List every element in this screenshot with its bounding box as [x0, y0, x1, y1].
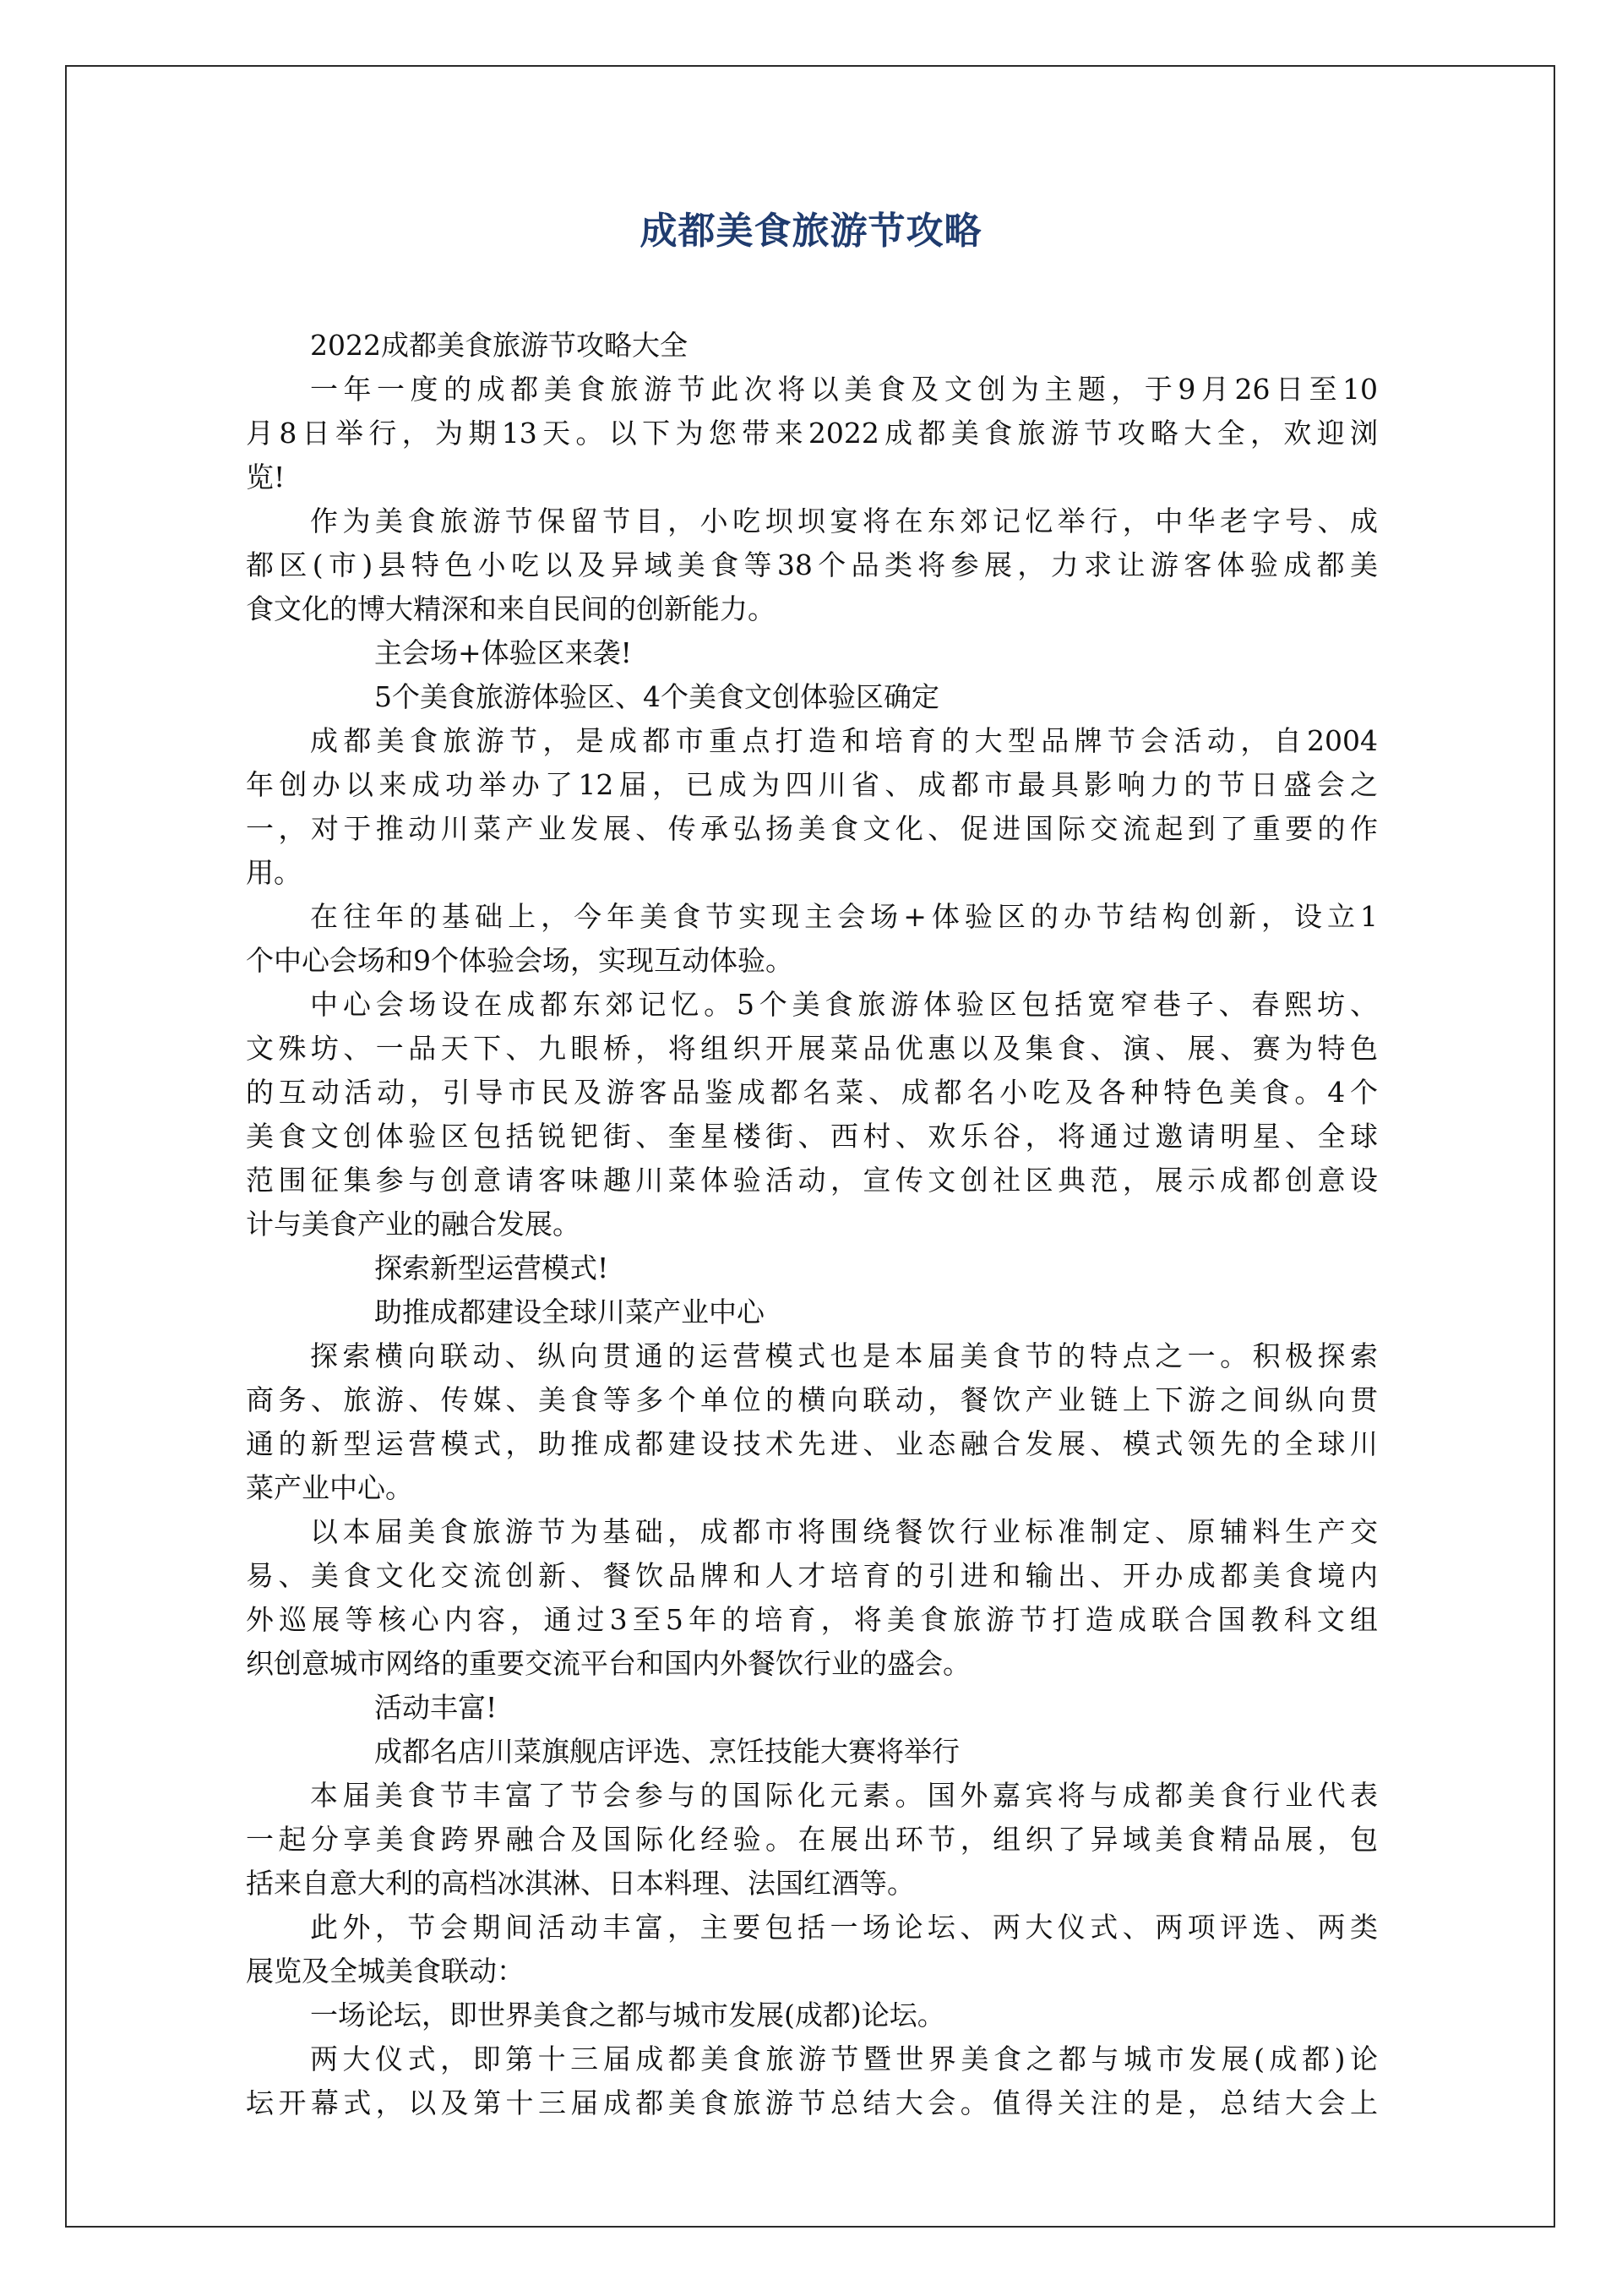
text-line: 活动丰富!	[374, 1691, 498, 1724]
text-line: 坛开幕式，以及第十三届成都美食旅游节总结大会。值得关注的是，总结大会上	[246, 2086, 1378, 2119]
text-line: 外巡展等核心内容，通过3至5年的培育，将美食旅游节打造成联合国教科文组	[246, 1603, 1378, 1636]
text-line: 范围征集参与创意请客味趣川菜体验活动，宣传文创社区典范，展示成都创意设	[246, 1164, 1378, 1197]
text-line: 主会场+体验区来袭!	[374, 636, 632, 669]
text-line: 一起分享美食跨界融合及国际化经验。在展出环节，组织了异域美食精品展，包	[246, 1823, 1378, 1856]
document-title: 成都美食旅游节攻略	[640, 210, 982, 253]
text-line: 个中心会场和9个体验会场，实现互动体验。	[246, 944, 793, 977]
text-line: 菜产业中心。	[246, 1471, 413, 1504]
text-line: 作为美食旅游节保留节目，小吃坝坝宴将在东郊记忆举行，中华老字号、成	[310, 504, 1378, 537]
text-line: 织创意城市网络的重要交流平台和国内外餐饮行业的盛会。	[246, 1647, 971, 1680]
text-line: 展览及全城美食联动：	[246, 1955, 525, 1988]
text-line: 以本届美食旅游节为基础，成都市将围绕餐饮行业标准制定、原辅料生产交	[310, 1515, 1378, 1548]
text-line: 成都名店川菜旗舰店评选、烹饪技能大赛将举行	[374, 1735, 960, 1768]
text-line: 2022成都美食旅游节攻略大全	[310, 329, 688, 362]
text-line: 用。	[246, 856, 302, 889]
text-line: 在往年的基础上，今年美食节实现主会场+体验区的办节结构创新，设立1	[310, 900, 1378, 933]
text-line: 一年一度的成都美食旅游节此次将以美食及文创为主题，于9月26日至10	[310, 373, 1378, 406]
text-line: 中心会场设在成都东郊记忆。5个美食旅游体验区包括宽窄巷子、春熙坊、	[310, 988, 1378, 1021]
text-line: 计与美食产业的融合发展。	[246, 1208, 580, 1241]
text-line: 文殊坊、一品天下、九眼桥，将组织开展菜品优惠以及集食、演、展、赛为特色	[246, 1032, 1378, 1065]
text-line: 此外，节会期间活动丰富，主要包括一场论坛、两大仪式、两项评选、两类	[310, 1911, 1378, 1944]
text-line: 的互动活动，引导市民及游客品鉴成都名菜、成都名小吃及各种特色美食。4个	[246, 1076, 1378, 1109]
text-line: 览!	[246, 461, 286, 494]
document-body	[246, 324, 1378, 2125]
text-line: 美食文创体验区包括锐钯街、奎星楼街、西村、欢乐谷，将通过邀请明星、全球	[246, 1120, 1378, 1153]
text-line: 探索新型运营模式!	[374, 1252, 609, 1284]
text-line: 商务、旅游、传媒、美食等多个单位的横向联动，餐饮产业链上下游之间纵向贯	[246, 1383, 1378, 1416]
text-line: 通的新型运营模式，助推成都建设技术先进、业态融合发展、模式领先的全球川	[246, 1427, 1378, 1460]
text-line: 食文化的博大精深和来自民间的创新能力。	[246, 592, 776, 625]
text-line: 一，对于推动川菜产业发展、传承弘扬美食文化、促进国际交流起到了重要的作	[246, 812, 1378, 845]
text-line: 本届美食节丰富了节会参与的国际化元素。国外嘉宾将与成都美食行业代表	[310, 1779, 1378, 1812]
text-line: 月8日举行，为期13天。以下为您带来2022成都美食旅游节攻略大全，欢迎浏	[246, 417, 1378, 450]
text-line: 一场论坛，即世界美食之都与城市发展(成都)论坛。	[310, 1999, 945, 2031]
text-line: 两大仪式，即第十三届成都美食旅游节暨世界美食之都与城市发展(成都)论	[310, 2042, 1378, 2075]
text-line: 年创办以来成功举办了12届，已成为四川省、成都市最具影响力的节日盛会之	[246, 768, 1378, 801]
text-line: 括来自意大利的高档冰淇淋、日本料理、法国红酒等。	[246, 1867, 915, 1900]
text-line: 助推成都建设全球川菜产业中心	[374, 1295, 765, 1328]
text-line: 成都美食旅游节，是成都市重点打造和培育的大型品牌节会活动，自2004	[310, 724, 1378, 757]
text-line: 易、美食文化交流创新、餐饮品牌和人才培育的引进和输出、开办成都美食境内	[246, 1559, 1378, 1592]
text-line: 都区(市)县特色小吃以及异域美食等38个品类将参展，力求让游客体验成都美	[246, 548, 1378, 581]
text-line: 探索横向联动、纵向贯通的运营模式也是本届美食节的特点之一。积极探索	[310, 1339, 1378, 1372]
text-line: 5个美食旅游体验区、4个美食文创体验区确定	[374, 680, 939, 713]
